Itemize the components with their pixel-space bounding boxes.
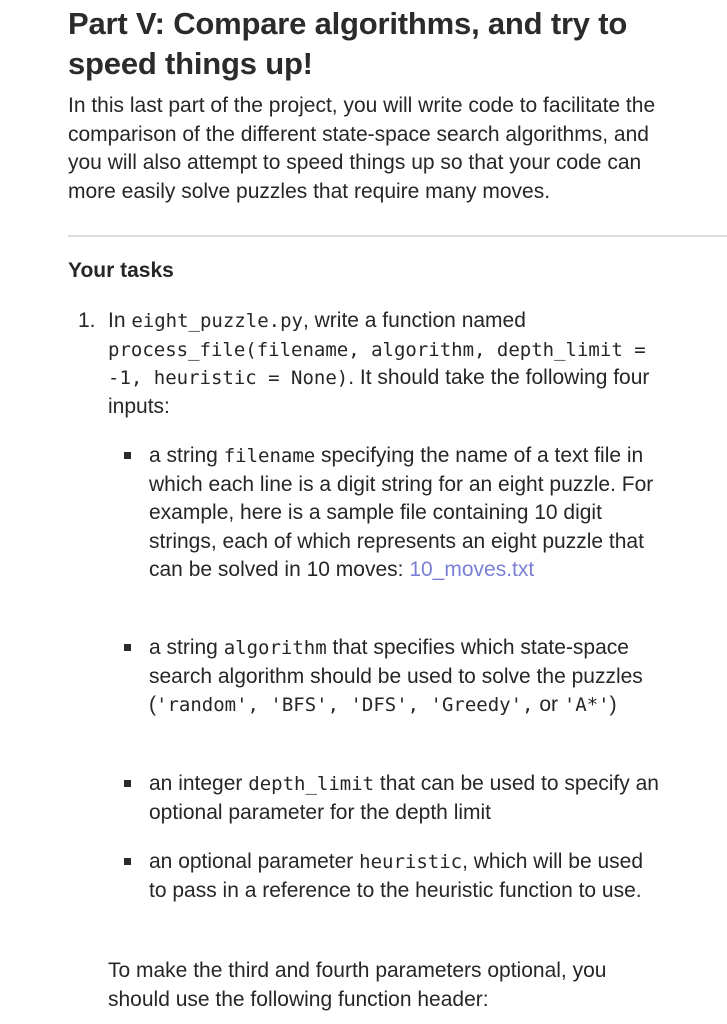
bullet-marker (124, 858, 131, 865)
sample-file-link[interactable]: 10_moves.txt (409, 558, 535, 581)
section-divider (68, 235, 727, 237)
param-code: depth_limit (248, 773, 375, 795)
bullet-text: that can be used to specify an optional parameter for the depth limit (149, 772, 659, 824)
param-code: heuristic (359, 851, 463, 873)
bullet-text: an optional parameter (149, 850, 360, 873)
intro-paragraph: In this last part of the project, you will write code to facilitate the comparison of the different state-space search algorithms, and you will also attempt to speed things up so that your code can more easily solve puzzles that require many moves. (68, 94, 656, 203)
algorithm-options-code: 'random', 'BFS', 'DFS', 'Greedy', (156, 694, 534, 716)
bullet-depth-limit (149, 770, 659, 827)
filename-code: eight_puzzle.py (131, 310, 303, 332)
bullet-text: a string (149, 444, 224, 467)
bullet-marker (124, 644, 131, 651)
param-code: filename (223, 445, 316, 467)
bullet-text: specifying the name of a text file in which each line is a digit string for an eight puzzle. For example, here is a sample file containing 10 digit strings, each of which represents an eight puzzle that can be solved in 10 moves: (149, 444, 654, 581)
outro-paragraph: To make the third and fourth parameters optional, you should use the following function header: (108, 959, 607, 1011)
bullet-algorithm (149, 634, 659, 720)
task-1-text-part: . It should take the following four inputs: (108, 366, 650, 418)
bullet-text: an integer (149, 772, 249, 795)
task-1-text-part: , write a function named (302, 309, 526, 332)
bullet-marker (124, 780, 131, 787)
bullet-text: a string (149, 636, 224, 659)
bullet-heuristic (149, 848, 659, 905)
bullet-marker (124, 452, 131, 459)
algorithm-option-code: 'A*' (563, 694, 610, 716)
task-1-text (108, 307, 668, 421)
tasks-heading: Your tasks (68, 259, 174, 282)
section-title: Part V: Compare algorithms, and try to speed things up! (68, 6, 628, 81)
task-1-text-part: In (108, 309, 132, 332)
task-number: 1. (78, 309, 96, 332)
bullet-text: , which will be used to pass in a reference to the heuristic function to use. (149, 850, 644, 902)
bullet-text: that specifies which state-space search algorithm should be used to solve the puzzles ( (149, 636, 643, 716)
bullet-filename (149, 442, 659, 585)
bullet-text: ) (609, 693, 617, 716)
function-signature-code: process_file(filename, algorithm, depth_limit = -1, heuristic = None) (108, 338, 646, 389)
bullet-text: or (533, 693, 564, 716)
param-code: algorithm (223, 637, 327, 659)
